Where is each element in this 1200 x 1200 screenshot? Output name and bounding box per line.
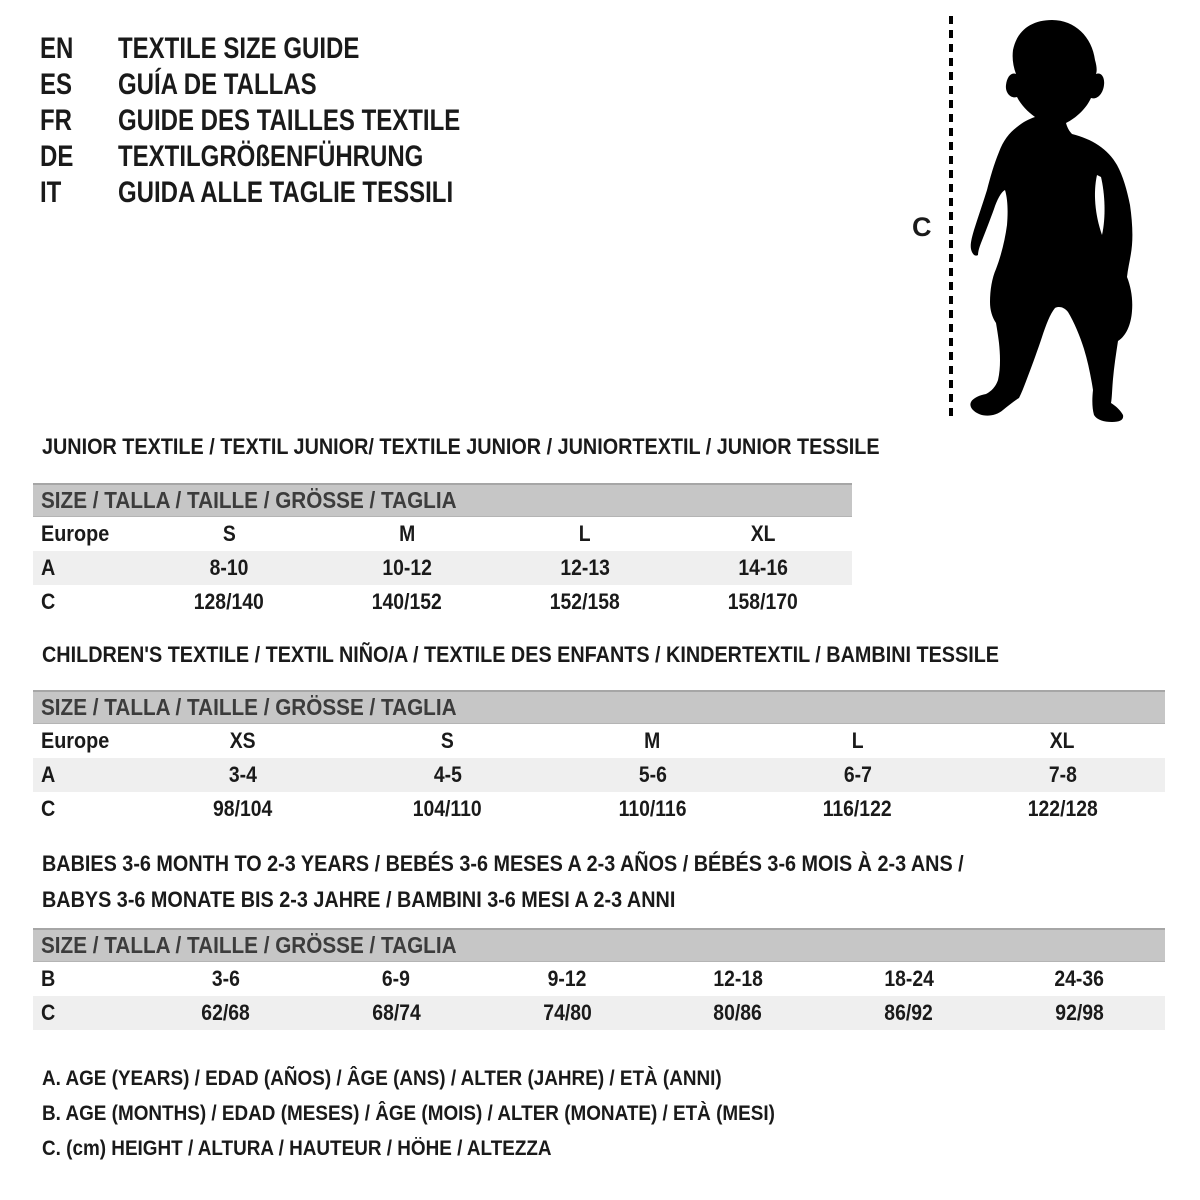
legend-line-b: B. AGE (MONTHS) / EDAD (MESES) / ÂGE (MOIS) / ALTER (MONATE) / ETÀ (MESI): [42, 1102, 775, 1125]
table-row: [33, 996, 1165, 1030]
row-label: Europe: [41, 521, 110, 546]
lang-title-de: TEXTILGRÖßENFÜHRUNG: [118, 140, 424, 173]
lang-title-it: GUIDA ALLE TAGLIE TESSILI: [118, 176, 454, 209]
size-cell: XL: [1050, 728, 1075, 753]
babies-section-heading: [42, 846, 1066, 918]
babies-heading-line1: BABIES 3-6 MONTH TO 2-3 YEARS / BEBÉS 3-6 MESES A 2-3 AÑOS / BÉBÉS 3-6 MOIS À 2-3 ANS /: [42, 851, 964, 876]
age-cell: 7-8: [1048, 762, 1077, 787]
legend-line-a: A. AGE (YEARS) / EDAD (AÑOS) / ÂGE (ANS) / ALTER (JAHRE) / ETÀ (ANNI): [42, 1067, 722, 1090]
age-cell: 12-18: [713, 966, 763, 991]
size-cell: S: [441, 728, 454, 753]
children-size-header-bar: SIZE / TALLA / TAILLE / GRÖSSE / TAGLIA: [33, 690, 1165, 724]
age-cell: 12-13: [560, 555, 610, 580]
table-row: [33, 962, 1165, 996]
junior-size-header-bar: SIZE / TALLA / TAILLE / GRÖSSE / TAGLIA: [33, 483, 852, 517]
height-cell: 92/98: [1055, 1000, 1104, 1025]
height-cell: 86/92: [884, 1000, 933, 1025]
lang-code-fr: FR: [40, 104, 72, 137]
age-cell: 10-12: [382, 555, 432, 580]
size-cell: S: [222, 521, 236, 546]
height-cell: 62/68: [201, 1000, 250, 1025]
age-cell: 5-6: [638, 762, 667, 787]
babies-size-header-bar: SIZE / TALLA / TAILLE / GRÖSSE / TAGLIA: [33, 928, 1165, 962]
lang-code-es: ES: [40, 68, 73, 101]
size-cell: L: [851, 728, 864, 753]
age-cell: 6-7: [843, 762, 872, 787]
table-row: [33, 758, 1165, 792]
age-cell: 3-6: [211, 966, 240, 991]
size-cell: XL: [750, 521, 776, 546]
toddler-silhouette: [900, 0, 1200, 430]
height-cell: 80/86: [713, 1000, 763, 1025]
babies-size-table: [33, 928, 1165, 1030]
row-label: C: [41, 589, 56, 614]
lang-code-it: IT: [40, 176, 62, 209]
size-cell: XS: [229, 728, 256, 753]
junior-section-heading: JUNIOR TEXTILE / TEXTIL JUNIOR/ TEXTILE JUNIOR / JUNIORTEXTIL / JUNIOR TESSILE: [42, 434, 880, 459]
height-cell: 158/170: [728, 589, 798, 614]
height-cell: 152/158: [550, 589, 620, 614]
age-cell: 24-36: [1054, 966, 1105, 991]
lang-row-it: [40, 175, 546, 211]
babies-heading-line2: BABYS 3-6 MONATE BIS 2-3 JAHRE / BAMBINI 3-6 MESI A 2-3 ANNI: [42, 887, 676, 912]
lang-row-es: [40, 67, 546, 103]
row-label: C: [41, 796, 56, 821]
age-cell: 8-10: [209, 555, 249, 580]
height-cell: 128/140: [194, 589, 264, 614]
junior-size-table: [33, 483, 852, 619]
height-measure-label: C: [912, 212, 932, 242]
age-cell: 6-9: [382, 966, 411, 991]
legend-line-c: C. (cm) HEIGHT / ALTURA / HAUTEUR / HÖHE / ALTEZZA: [42, 1137, 552, 1160]
height-cell: 140/152: [372, 589, 442, 614]
row-label: B: [41, 966, 56, 991]
lang-title-es: GUÍA DE TALLAS: [118, 68, 317, 101]
height-cell: 122/128: [1027, 796, 1098, 821]
age-cell: 14-16: [738, 555, 788, 580]
table-row: [33, 792, 1165, 826]
size-cell: M: [644, 728, 661, 753]
age-cell: 3-4: [228, 762, 257, 787]
height-cell: 74/80: [542, 1000, 592, 1025]
table-row: [33, 517, 852, 551]
age-cell: 4-5: [433, 762, 462, 787]
children-size-table: [33, 690, 1165, 826]
lang-title-fr: GUIDE DES TAILLES TEXTILE: [118, 104, 461, 137]
row-label: C: [41, 1000, 56, 1025]
size-cell: M: [398, 521, 416, 546]
lang-code-de: DE: [40, 140, 74, 173]
table-row: [33, 551, 852, 585]
table-row: [33, 724, 1165, 758]
age-cell: 18-24: [883, 966, 934, 991]
table-row: [33, 585, 852, 619]
height-cell: 98/104: [212, 796, 273, 821]
lang-row-fr: [40, 103, 546, 139]
toddler-body: [970, 20, 1132, 422]
row-label: A: [41, 555, 56, 580]
row-label: Europe: [41, 728, 110, 753]
row-label: A: [41, 762, 56, 787]
lang-row-de: [40, 139, 546, 175]
height-cell: 110/116: [618, 796, 687, 821]
lang-row-en: [40, 31, 546, 67]
legend: [42, 1061, 856, 1166]
lang-title-en: TEXTILE SIZE GUIDE: [118, 32, 360, 65]
height-cell: 68/74: [372, 1000, 421, 1025]
height-cell: 104/110: [413, 796, 482, 821]
age-cell: 9-12: [547, 966, 587, 991]
children-section-heading: CHILDREN'S TEXTILE / TEXTIL NIÑO/A / TEXTILE DES ENFANTS / KINDERTEXTIL / BAMBINI TESSILE: [42, 642, 1000, 667]
size-cell: L: [579, 521, 591, 546]
language-header: [40, 31, 546, 211]
lang-code-en: EN: [40, 32, 74, 65]
height-cell: 116/122: [823, 796, 892, 821]
